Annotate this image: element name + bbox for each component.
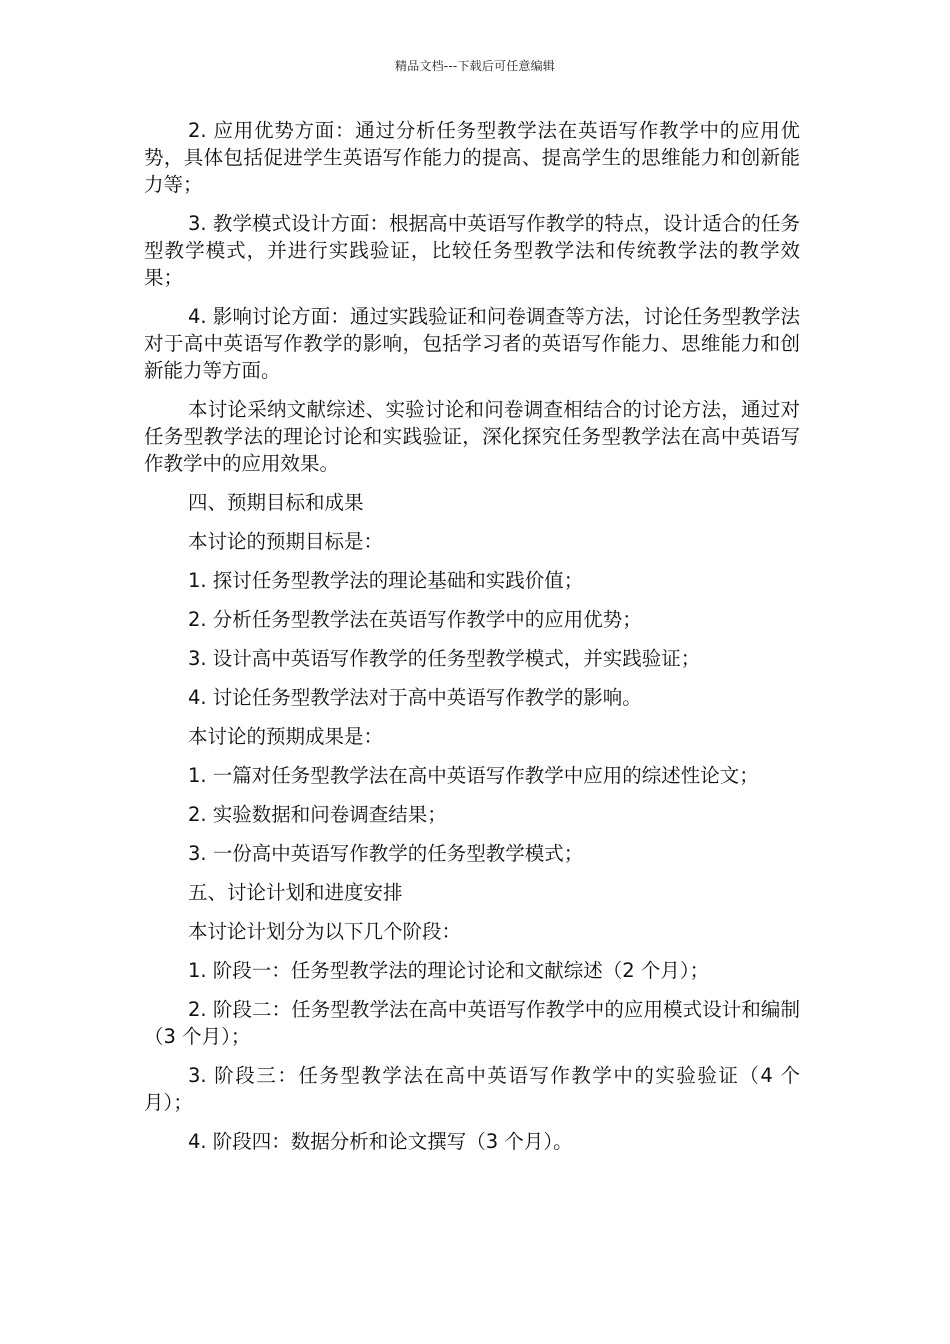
paragraph-application-advantages: 2. 应用优势方面：通过分析任务型教学法在英语写作教学中的应用优势，具体包括促进学生英语写作能力的提高、提高学生的思维能力和创新能力等； [144, 119, 800, 196]
paragraph-outcomes-intro: 本讨论的预期成果是： [188, 725, 384, 748]
paragraph-goals-intro: 本讨论的预期目标是： [188, 530, 384, 553]
list-item-stage-1: 1. 阶段一：任务型教学法的理论讨论和文献综述（2 个月）； [188, 959, 710, 982]
list-item-goal-1: 1. 探讨任务型教学法的理论基础和实践价值； [188, 569, 584, 592]
page-header-watermark: 精品文档---下载后可任意编辑 [395, 59, 555, 73]
section-heading-plan-schedule: 五、讨论计划和进度安排 [188, 881, 403, 904]
paragraph-plan-intro: 本讨论计划分为以下几个阶段： [188, 920, 462, 943]
list-item-outcome-3: 3. 一份高中英语写作教学的任务型教学模式； [188, 842, 584, 865]
list-item-goal-4: 4. 讨论任务型教学法对于高中英语写作教学的影响。 [188, 686, 642, 709]
paragraph-research-method: 本讨论采纳文献综述、实验讨论和问卷调查相结合的讨论方法，通过对任务型教学法的理论讨论和实践验证，深化探究任务型教学法在高中英语写作教学中的应用效果。 [144, 398, 800, 475]
section-heading-expected-goals: 四、预期目标和成果 [188, 491, 364, 514]
list-item-stage-4: 4. 阶段四：数据分析和论文撰写（3 个月）。 [188, 1130, 573, 1153]
list-item-goal-2: 2. 分析任务型教学法在英语写作教学中的应用优势； [188, 608, 642, 631]
document-body [144, 117, 800, 1167]
paragraph-teaching-model-design: 3. 教学模式设计方面：根据高中英语写作教学的特点，设计适合的任务型教学模式，并进行实践验证，比较任务型教学法和传统教学法的教学效果； [144, 212, 800, 289]
list-item-stage-2: 2. 阶段二：任务型教学法在高中英语写作教学中的应用模式设计和编制（3 个月）； [144, 998, 800, 1048]
list-item-outcome-1: 1. 一篇对任务型教学法在高中英语写作教学中应用的综述性论文； [188, 764, 759, 787]
paragraph-impact-discussion: 4. 影响讨论方面：通过实践验证和问卷调查等方法，讨论任务型教学法对于高中英语写作教学的影响，包括学习者的英语写作能力、思维能力和创新能力等方面。 [144, 305, 800, 382]
list-item-stage-3: 3. 阶段三：任务型教学法在高中英语写作教学中的实验验证（4 个月）； [144, 1064, 800, 1114]
list-item-outcome-2: 2. 实验数据和问卷调查结果； [188, 803, 447, 826]
list-item-goal-3: 3. 设计高中英语写作教学的任务型教学模式，并实践验证； [188, 647, 701, 670]
